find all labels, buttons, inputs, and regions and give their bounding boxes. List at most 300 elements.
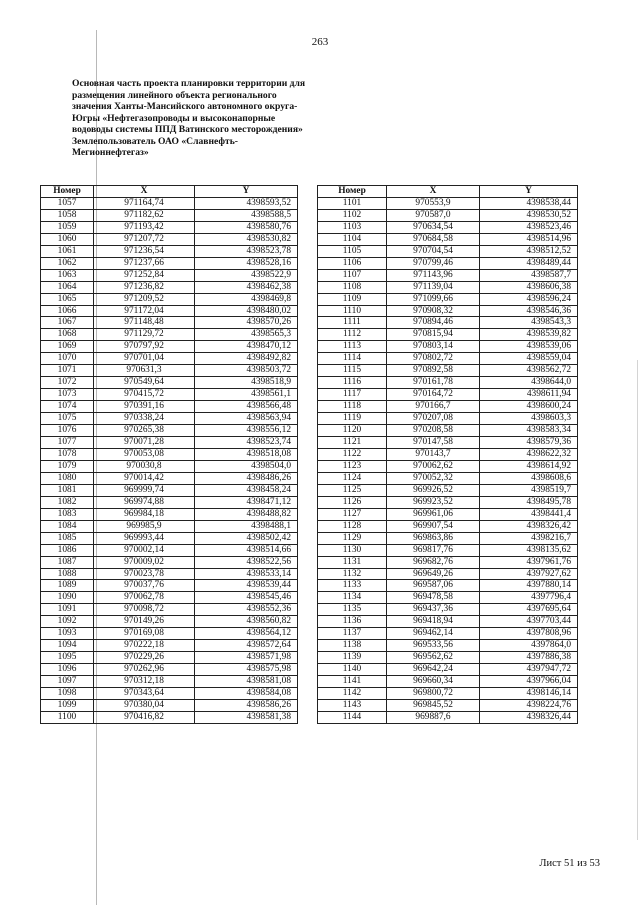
cell-x: 970207,08 [387, 413, 480, 425]
table-row [41, 676, 298, 688]
table-row [41, 353, 298, 365]
cell-number: 1068 [41, 329, 94, 341]
cell-x: 970380,04 [94, 699, 195, 711]
cell-number: 1090 [41, 592, 94, 604]
cell-x: 971193,42 [94, 221, 195, 233]
cell-x: 969926,52 [387, 484, 480, 496]
cell-number: 1085 [41, 532, 94, 544]
sheet-counter: Лист 51 из 53 [539, 858, 600, 869]
cell-y: 4398441,4 [480, 508, 578, 520]
cell-y: 4397796,4 [480, 592, 578, 604]
cell-number: 1118 [318, 401, 387, 413]
cell-y: 4398469,8 [195, 293, 298, 305]
cell-number: 1062 [41, 257, 94, 269]
cell-y: 4398514,96 [480, 233, 578, 245]
table-row [318, 628, 578, 640]
cell-y: 4398581,38 [195, 711, 298, 723]
cell-y: 4398224,76 [480, 699, 578, 711]
cell-x: 969923,52 [387, 496, 480, 508]
cell-number: 1066 [41, 305, 94, 317]
table-row [41, 688, 298, 700]
cell-y: 4398492,82 [195, 353, 298, 365]
table-row [41, 233, 298, 245]
cell-y: 4398543,3 [480, 317, 578, 329]
cell-x: 970262,96 [94, 664, 195, 676]
cell-x: 970908,32 [387, 305, 480, 317]
table-row [318, 520, 578, 532]
cell-number: 1065 [41, 293, 94, 305]
table-row [41, 197, 298, 209]
table-row [41, 305, 298, 317]
cell-x: 970229,26 [94, 652, 195, 664]
table-row [318, 592, 578, 604]
cell-x: 970149,26 [94, 616, 195, 628]
cell-x: 970634,54 [387, 221, 480, 233]
table-row [41, 329, 298, 341]
column-header-y: Y [195, 186, 298, 198]
cell-y: 4398608,6 [480, 472, 578, 484]
cell-y: 4398326,42 [480, 520, 578, 532]
cell-number: 1091 [41, 604, 94, 616]
table-row [41, 472, 298, 484]
cell-y: 4398530,52 [480, 209, 578, 221]
cell-y: 4398564,12 [195, 628, 298, 640]
table-row [318, 293, 578, 305]
cell-x: 971236,82 [94, 281, 195, 293]
cell-y: 4398566,48 [195, 401, 298, 413]
table-row [318, 508, 578, 520]
cell-number: 1115 [318, 365, 387, 377]
cell-y: 4398587,7 [480, 269, 578, 281]
cell-number: 1081 [41, 484, 94, 496]
table-row [41, 628, 298, 640]
cell-number: 1138 [318, 640, 387, 652]
cell-number: 1126 [318, 496, 387, 508]
cell-number: 1108 [318, 281, 387, 293]
cell-x: 970892,58 [387, 365, 480, 377]
cell-number: 1134 [318, 592, 387, 604]
table-row [41, 699, 298, 711]
cell-number: 1098 [41, 688, 94, 700]
cell-x: 970265,38 [94, 425, 195, 437]
table-row [41, 257, 298, 269]
cell-number: 1101 [318, 197, 387, 209]
cell-y: 4398489,44 [480, 257, 578, 269]
cell-y: 4398556,12 [195, 425, 298, 437]
table-row [41, 281, 298, 293]
cell-x: 971148,48 [94, 317, 195, 329]
cell-number: 1071 [41, 365, 94, 377]
cell-y: 4398539,06 [480, 341, 578, 353]
cell-number: 1099 [41, 699, 94, 711]
cell-y: 4398580,76 [195, 221, 298, 233]
cell-number: 1109 [318, 293, 387, 305]
cell-x: 970169,08 [94, 628, 195, 640]
cell-x: 970166,7 [387, 401, 480, 413]
cell-x: 970098,72 [94, 604, 195, 616]
cell-y: 4398539,82 [480, 329, 578, 341]
table-row [318, 389, 578, 401]
scan-edge-line [637, 360, 638, 840]
cell-x: 971182,62 [94, 209, 195, 221]
table-row [41, 209, 298, 221]
table-row [41, 508, 298, 520]
cell-x: 970062,62 [387, 460, 480, 472]
cell-y: 4397886,38 [480, 652, 578, 664]
cell-number: 1106 [318, 257, 387, 269]
cell-x: 970037,76 [94, 580, 195, 592]
cell-y: 4398470,12 [195, 341, 298, 353]
cell-y: 4398523,74 [195, 437, 298, 449]
table-row [41, 437, 298, 449]
document-header [72, 78, 342, 159]
cell-number: 1061 [41, 245, 94, 257]
cell-number: 1069 [41, 341, 94, 353]
cell-number: 1057 [41, 197, 94, 209]
cell-number: 1067 [41, 317, 94, 329]
cell-y: 4398561,1 [195, 389, 298, 401]
table-row [41, 448, 298, 460]
cell-x: 970343,64 [94, 688, 195, 700]
cell-x: 970030,8 [94, 460, 195, 472]
cell-x: 970684,58 [387, 233, 480, 245]
cell-number: 1116 [318, 377, 387, 389]
table-row [41, 640, 298, 652]
cell-y: 4398552,36 [195, 604, 298, 616]
cell-y: 4398522,56 [195, 556, 298, 568]
cell-number: 1124 [318, 472, 387, 484]
cell-y: 4397880,14 [480, 580, 578, 592]
cell-y: 4398486,26 [195, 472, 298, 484]
cell-x: 969984,18 [94, 508, 195, 520]
cell-x: 970391,16 [94, 401, 195, 413]
table-row [41, 341, 298, 353]
cell-x: 971164,74 [94, 197, 195, 209]
cell-number: 1120 [318, 425, 387, 437]
cell-number: 1076 [41, 425, 94, 437]
table-row [318, 711, 578, 723]
cell-y: 4398458,24 [195, 484, 298, 496]
table-row [318, 616, 578, 628]
cell-y: 4397808,96 [480, 628, 578, 640]
cell-x: 970704,54 [387, 245, 480, 257]
cell-number: 1072 [41, 377, 94, 389]
cell-x: 969961,06 [387, 508, 480, 520]
cell-x: 970002,14 [94, 544, 195, 556]
cell-y: 4398581,08 [195, 676, 298, 688]
cell-number: 1117 [318, 389, 387, 401]
cell-number: 1060 [41, 233, 94, 245]
table-row [318, 401, 578, 413]
table-row [318, 269, 578, 281]
cell-y: 4398600,24 [480, 401, 578, 413]
cell-number: 1073 [41, 389, 94, 401]
cell-x: 971237,66 [94, 257, 195, 269]
cell-x: 969418,94 [387, 616, 480, 628]
table-row [318, 305, 578, 317]
table-row [318, 484, 578, 496]
cell-x: 969437,36 [387, 604, 480, 616]
cell-y: 4398565,3 [195, 329, 298, 341]
cell-number: 1135 [318, 604, 387, 616]
cell-y: 4398503,72 [195, 365, 298, 377]
table-row [41, 532, 298, 544]
cell-number: 1070 [41, 353, 94, 365]
cell-y: 4398495,78 [480, 496, 578, 508]
cell-number: 1092 [41, 616, 94, 628]
cell-number: 1144 [318, 711, 387, 723]
cell-x: 970553,9 [387, 197, 480, 209]
cell-number: 1083 [41, 508, 94, 520]
cell-number: 1122 [318, 448, 387, 460]
cell-number: 1128 [318, 520, 387, 532]
cell-number: 1104 [318, 233, 387, 245]
header-line: водоводы системы ППД Ватинского месторождения» [72, 124, 303, 135]
table-row [318, 460, 578, 472]
cell-x: 970416,82 [94, 711, 195, 723]
table-row [41, 496, 298, 508]
table-row [318, 580, 578, 592]
cell-number: 1102 [318, 209, 387, 221]
cell-x: 971252,84 [94, 269, 195, 281]
cell-x: 971099,66 [387, 293, 480, 305]
table-row [41, 664, 298, 676]
cell-x: 970062,78 [94, 592, 195, 604]
cell-x: 970164,72 [387, 389, 480, 401]
table-row [318, 699, 578, 711]
table-row [318, 317, 578, 329]
cell-number: 1095 [41, 652, 94, 664]
table-row [318, 209, 578, 221]
table-row [41, 520, 298, 532]
cell-y: 4398570,26 [195, 317, 298, 329]
header-line: значения Ханты-Мансийского автономного округа- [72, 101, 298, 112]
table-row [318, 688, 578, 700]
cell-y: 4398538,44 [480, 197, 578, 209]
cell-x: 970587,0 [387, 209, 480, 221]
cell-x: 970208,58 [387, 425, 480, 437]
cell-x: 969587,06 [387, 580, 480, 592]
cell-number: 1125 [318, 484, 387, 496]
cell-y: 4398518,9 [195, 377, 298, 389]
cell-x: 970147,58 [387, 437, 480, 449]
cell-x: 969478,58 [387, 592, 480, 604]
coordinates-table-right [317, 185, 578, 724]
cell-y: 4397695,64 [480, 604, 578, 616]
cell-y: 4398146,14 [480, 688, 578, 700]
cell-number: 1105 [318, 245, 387, 257]
cell-y: 4398519,7 [480, 484, 578, 496]
cell-number: 1074 [41, 401, 94, 413]
cell-x: 969817,76 [387, 544, 480, 556]
table-row [318, 437, 578, 449]
cell-y: 4398562,72 [480, 365, 578, 377]
cell-x: 969974,88 [94, 496, 195, 508]
cell-y: 4398523,46 [480, 221, 578, 233]
cell-y: 4397703,44 [480, 616, 578, 628]
cell-y: 4398471,12 [195, 496, 298, 508]
cell-x: 969660,34 [387, 676, 480, 688]
table-row [41, 389, 298, 401]
cell-x: 971139,04 [387, 281, 480, 293]
table-row [318, 676, 578, 688]
cell-number: 1123 [318, 460, 387, 472]
column-header-y: Y [480, 186, 578, 198]
cell-y: 4398135,62 [480, 544, 578, 556]
cell-x: 970549,64 [94, 377, 195, 389]
page-number: 263 [311, 36, 329, 48]
cell-number: 1137 [318, 628, 387, 640]
cell-number: 1088 [41, 568, 94, 580]
cell-number: 1086 [41, 544, 94, 556]
table-header-row [41, 186, 298, 198]
table-row [318, 221, 578, 233]
cell-y: 4398588,5 [195, 209, 298, 221]
cell-number: 1139 [318, 652, 387, 664]
coordinates-table-left [40, 185, 298, 724]
cell-number: 1063 [41, 269, 94, 281]
cell-x: 971207,72 [94, 233, 195, 245]
cell-x: 970338,24 [94, 413, 195, 425]
cell-y: 4398528,16 [195, 257, 298, 269]
table-row [41, 221, 298, 233]
cell-y: 4398530,82 [195, 233, 298, 245]
cell-y: 4398512,52 [480, 245, 578, 257]
cell-x: 969533,56 [387, 640, 480, 652]
table-row [41, 293, 298, 305]
table-row [41, 580, 298, 592]
cell-y: 4398480,02 [195, 305, 298, 317]
cell-y: 4398644,0 [480, 377, 578, 389]
cell-number: 1078 [41, 448, 94, 460]
table-row [318, 377, 578, 389]
cell-x: 970894,46 [387, 317, 480, 329]
cell-y: 4398462,38 [195, 281, 298, 293]
column-header-x: X [94, 186, 195, 198]
table-row [318, 281, 578, 293]
table-row [318, 365, 578, 377]
cell-x: 969462,14 [387, 628, 480, 640]
column-header-x: X [387, 186, 480, 198]
cell-number: 1121 [318, 437, 387, 449]
table-row [318, 257, 578, 269]
cell-number: 1080 [41, 472, 94, 484]
table-row [318, 556, 578, 568]
table-row [318, 604, 578, 616]
cell-x: 971172,04 [94, 305, 195, 317]
cell-x: 971209,52 [94, 293, 195, 305]
cell-y: 4398584,08 [195, 688, 298, 700]
table-row [318, 640, 578, 652]
cell-x: 969999,74 [94, 484, 195, 496]
table-row [318, 496, 578, 508]
cell-y: 4398593,52 [195, 197, 298, 209]
cell-number: 1136 [318, 616, 387, 628]
cell-number: 1111 [318, 317, 387, 329]
cell-x: 969907,54 [387, 520, 480, 532]
table-row [318, 664, 578, 676]
table-row [41, 365, 298, 377]
table-row [41, 652, 298, 664]
cell-number: 1112 [318, 329, 387, 341]
cell-y: 4398533,14 [195, 568, 298, 580]
table-row [318, 233, 578, 245]
cell-x: 970802,72 [387, 353, 480, 365]
table-row [41, 604, 298, 616]
cell-x: 971143,96 [387, 269, 480, 281]
cell-number: 1100 [41, 711, 94, 723]
cell-x: 970053,08 [94, 448, 195, 460]
cell-x: 970312,18 [94, 676, 195, 688]
cell-number: 1096 [41, 664, 94, 676]
cell-y: 4398560,82 [195, 616, 298, 628]
cell-y: 4397961,76 [480, 556, 578, 568]
cell-y: 4398586,26 [195, 699, 298, 711]
cell-number: 1142 [318, 688, 387, 700]
cell-number: 1133 [318, 580, 387, 592]
cell-x: 969562,62 [387, 652, 480, 664]
cell-y: 4398546,36 [480, 305, 578, 317]
cell-number: 1064 [41, 281, 94, 293]
cell-x: 970797,92 [94, 341, 195, 353]
header-line: размещения линейного объекта регионального [72, 89, 277, 101]
table-row [41, 568, 298, 580]
cell-y: 4398579,36 [480, 437, 578, 449]
cell-x: 970052,32 [387, 472, 480, 484]
table-row [41, 245, 298, 257]
cell-y: 4398523,78 [195, 245, 298, 257]
cell-number: 1132 [318, 568, 387, 580]
cell-number: 1058 [41, 209, 94, 221]
cell-y: 4398504,0 [195, 460, 298, 472]
cell-number: 1140 [318, 664, 387, 676]
table-row [318, 413, 578, 425]
cell-y: 4398572,64 [195, 640, 298, 652]
table-row [41, 317, 298, 329]
cell-number: 1141 [318, 676, 387, 688]
cell-number: 1127 [318, 508, 387, 520]
cell-y: 4398559,04 [480, 353, 578, 365]
table-row [318, 329, 578, 341]
cell-y: 4398571,98 [195, 652, 298, 664]
cell-y: 4398488,82 [195, 508, 298, 520]
cell-y: 4397864,0 [480, 640, 578, 652]
cell-x: 970701,04 [94, 353, 195, 365]
cell-y: 4398502,42 [195, 532, 298, 544]
cell-y: 4397966,04 [480, 676, 578, 688]
column-header-number: Номер [41, 186, 94, 198]
cell-x: 970023,78 [94, 568, 195, 580]
table-row [318, 425, 578, 437]
header-line: Основная часть проекта планировки территории для [72, 78, 306, 89]
cell-number: 1093 [41, 628, 94, 640]
cell-number: 1075 [41, 413, 94, 425]
cell-y: 4398216,7 [480, 532, 578, 544]
cell-x: 970799,46 [387, 257, 480, 269]
cell-y: 4398603,3 [480, 413, 578, 425]
cell-x: 969993,44 [94, 532, 195, 544]
cell-x: 969887,6 [387, 711, 480, 723]
table-row [318, 544, 578, 556]
cell-number: 1094 [41, 640, 94, 652]
table-row [41, 401, 298, 413]
cell-number: 1059 [41, 221, 94, 233]
cell-number: 1129 [318, 532, 387, 544]
cell-y: 4398596,24 [480, 293, 578, 305]
table-row [318, 472, 578, 484]
cell-number: 1143 [318, 699, 387, 711]
header-line: Землепользователь ОАО «Славнефть- [72, 135, 238, 147]
